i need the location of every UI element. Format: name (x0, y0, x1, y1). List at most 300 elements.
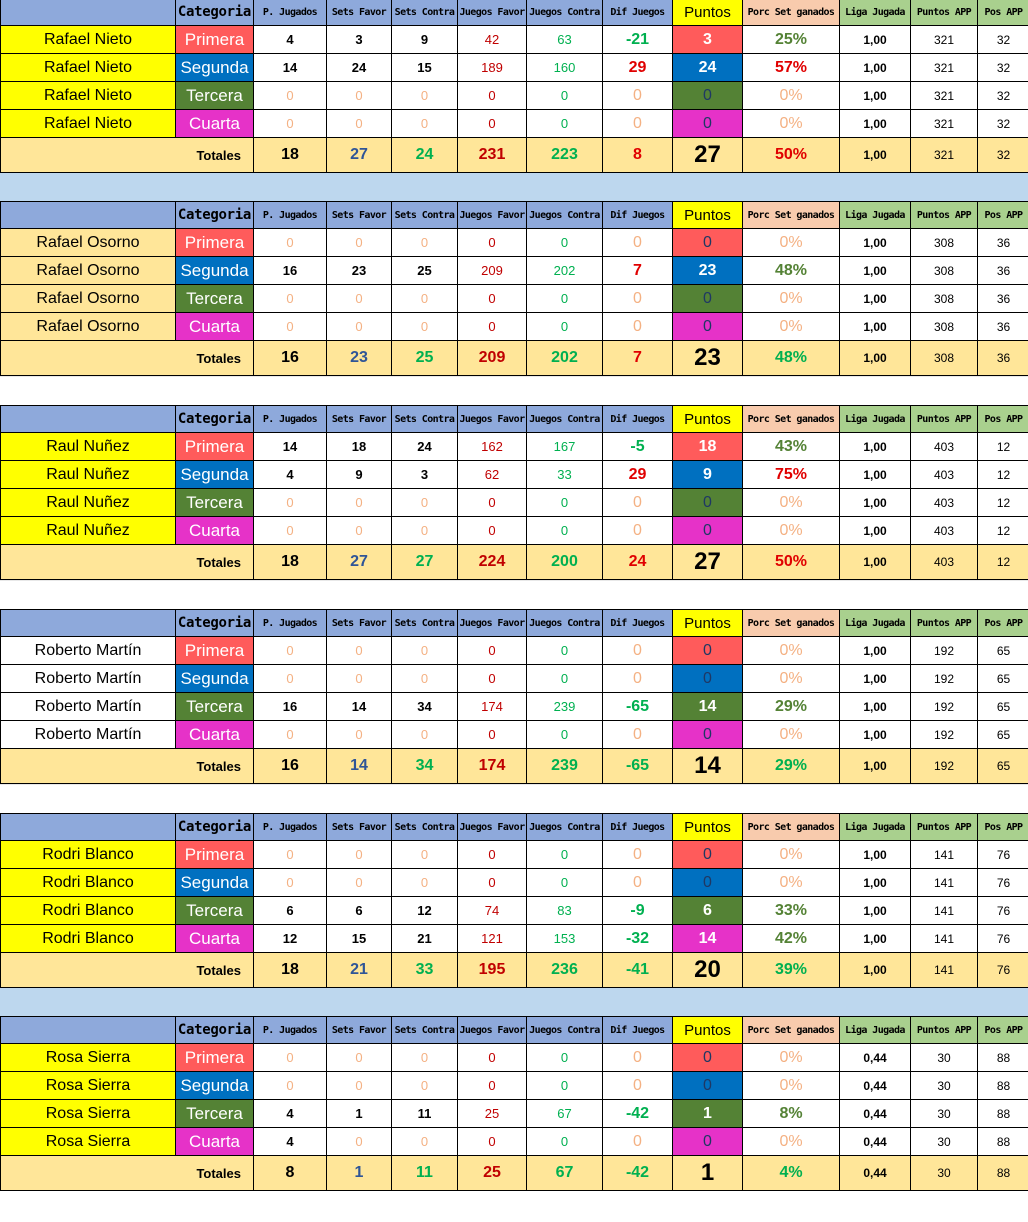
pos-app-cell[interactable]: 12 (978, 517, 1028, 545)
p-jugados-cell[interactable]: 16 (254, 693, 327, 721)
juegos-favor-cell[interactable]: 0 (458, 637, 527, 665)
dif-juegos-cell[interactable]: 0 (603, 637, 673, 665)
porc-set-cell[interactable]: 29% (743, 693, 840, 721)
dif-juegos-cell[interactable]: 0 (603, 869, 673, 897)
puntos-cell[interactable]: 0 (673, 1072, 743, 1100)
header-juegos-contra[interactable]: Juegos Contra (527, 406, 603, 433)
p-jugados-cell[interactable]: 4 (254, 26, 327, 54)
category-cell[interactable]: Segunda (176, 54, 254, 82)
p-jugados-cell[interactable]: 0 (254, 285, 327, 313)
pos-app-cell[interactable]: 76 (978, 897, 1028, 925)
sets-favor-cell[interactable]: 0 (327, 1072, 392, 1100)
total-liga-jugada[interactable]: 1,00 (840, 749, 911, 784)
juegos-favor-cell[interactable]: 0 (458, 229, 527, 257)
sets-favor-cell[interactable]: 24 (327, 54, 392, 82)
puntos-app-cell[interactable]: 308 (911, 313, 978, 341)
total-juegos-favor[interactable]: 209 (458, 341, 527, 376)
puntos-cell[interactable]: 0 (673, 637, 743, 665)
player-name-cell[interactable]: Raul Nuñez (1, 517, 176, 545)
total-puntos[interactable]: 27 (673, 138, 743, 173)
p-jugados-cell[interactable]: 6 (254, 897, 327, 925)
sets-contra-cell[interactable]: 0 (392, 313, 458, 341)
header-categoria[interactable]: Categoria (176, 406, 254, 433)
header-juegos-contra[interactable]: Juegos Contra (527, 0, 603, 26)
puntos-cell[interactable]: 0 (673, 1044, 743, 1072)
total-liga-jugada[interactable]: 0,44 (840, 1156, 911, 1191)
pos-app-cell[interactable]: 65 (978, 721, 1028, 749)
sets-favor-cell[interactable]: 0 (327, 110, 392, 138)
p-jugados-cell[interactable]: 0 (254, 82, 327, 110)
puntos-app-cell[interactable]: 403 (911, 433, 978, 461)
total-sets-contra[interactable]: 34 (392, 749, 458, 784)
header-p-jugados[interactable]: P. Jugados (254, 406, 327, 433)
player-name-cell[interactable]: Rodri Blanco (1, 925, 176, 953)
total-sets-contra[interactable]: 33 (392, 953, 458, 988)
total-p-jugados[interactable]: 18 (254, 138, 327, 173)
puntos-app-cell[interactable]: 141 (911, 869, 978, 897)
pos-app-cell[interactable]: 65 (978, 693, 1028, 721)
porc-set-cell[interactable]: 0% (743, 229, 840, 257)
p-jugados-cell[interactable]: 0 (254, 1044, 327, 1072)
puntos-app-cell[interactable]: 321 (911, 110, 978, 138)
total-p-jugados[interactable]: 16 (254, 749, 327, 784)
dif-juegos-cell[interactable]: 0 (603, 1128, 673, 1156)
juegos-favor-cell[interactable]: 0 (458, 313, 527, 341)
liga-jugada-cell[interactable]: 1,00 (840, 54, 911, 82)
pos-app-cell[interactable]: 36 (978, 229, 1028, 257)
juegos-favor-cell[interactable]: 25 (458, 1100, 527, 1128)
header-sets-contra[interactable]: Sets Contra (392, 610, 458, 637)
player-name-cell[interactable]: Rodri Blanco (1, 841, 176, 869)
header-porc-set-ganados[interactable]: Porc Set ganados (743, 0, 840, 26)
juegos-contra-cell[interactable]: 0 (527, 285, 603, 313)
p-jugados-cell[interactable]: 0 (254, 841, 327, 869)
header-sets-favor[interactable]: Sets Favor (327, 0, 392, 26)
category-cell[interactable]: Tercera (176, 285, 254, 313)
header-pos-app[interactable]: Pos APP (978, 202, 1028, 229)
liga-jugada-cell[interactable]: 1,00 (840, 433, 911, 461)
juegos-contra-cell[interactable]: 0 (527, 82, 603, 110)
totales-label[interactable]: Totales (1, 138, 254, 173)
header-categoria[interactable]: Categoria (176, 1017, 254, 1044)
pos-app-cell[interactable]: 65 (978, 637, 1028, 665)
header-categoria[interactable]: Categoria (176, 610, 254, 637)
juegos-favor-cell[interactable]: 189 (458, 54, 527, 82)
p-jugados-cell[interactable]: 0 (254, 517, 327, 545)
sets-favor-cell[interactable]: 6 (327, 897, 392, 925)
header-porc-set-ganados[interactable]: Porc Set ganados (743, 202, 840, 229)
juegos-contra-cell[interactable]: 0 (527, 313, 603, 341)
sets-favor-cell[interactable]: 0 (327, 285, 392, 313)
category-cell[interactable]: Primera (176, 229, 254, 257)
header-juegos-favor[interactable]: Juegos Favor (458, 610, 527, 637)
header-puntos-app[interactable]: Puntos APP (911, 406, 978, 433)
sets-contra-cell[interactable]: 0 (392, 517, 458, 545)
header-p-jugados[interactable]: P. Jugados (254, 0, 327, 26)
puntos-cell[interactable]: 14 (673, 693, 743, 721)
player-name-cell[interactable]: Rafael Nieto (1, 54, 176, 82)
player-name-cell[interactable]: Rosa Sierra (1, 1100, 176, 1128)
player-name-cell[interactable]: Raul Nuñez (1, 461, 176, 489)
juegos-favor-cell[interactable]: 0 (458, 869, 527, 897)
header-juegos-favor[interactable]: Juegos Favor (458, 406, 527, 433)
juegos-favor-cell[interactable]: 62 (458, 461, 527, 489)
category-cell[interactable]: Tercera (176, 489, 254, 517)
total-p-jugados[interactable]: 16 (254, 341, 327, 376)
player-name-cell[interactable]: Rodri Blanco (1, 897, 176, 925)
liga-jugada-cell[interactable]: 0,44 (840, 1128, 911, 1156)
liga-jugada-cell[interactable]: 0,44 (840, 1072, 911, 1100)
header-liga-jugada[interactable]: Liga Jugada (840, 1017, 911, 1044)
sets-contra-cell[interactable]: 0 (392, 489, 458, 517)
header-porc-set-ganados[interactable]: Porc Set ganados (743, 1017, 840, 1044)
juegos-favor-cell[interactable]: 0 (458, 1044, 527, 1072)
sets-contra-cell[interactable]: 0 (392, 1128, 458, 1156)
category-cell[interactable]: Tercera (176, 897, 254, 925)
player-name-cell[interactable]: Rafael Osorno (1, 313, 176, 341)
total-puntos-app[interactable]: 321 (911, 138, 978, 173)
porc-set-cell[interactable]: 0% (743, 489, 840, 517)
total-porc-set[interactable]: 50% (743, 545, 840, 580)
dif-juegos-cell[interactable]: 0 (603, 110, 673, 138)
header-sets-contra[interactable]: Sets Contra (392, 1017, 458, 1044)
puntos-app-cell[interactable]: 192 (911, 693, 978, 721)
total-sets-contra[interactable]: 11 (392, 1156, 458, 1191)
header-liga-jugada[interactable]: Liga Jugada (840, 406, 911, 433)
category-cell[interactable]: Primera (176, 433, 254, 461)
p-jugados-cell[interactable]: 0 (254, 721, 327, 749)
total-dif-juegos[interactable]: -42 (603, 1156, 673, 1191)
total-p-jugados[interactable]: 18 (254, 953, 327, 988)
sets-contra-cell[interactable]: 0 (392, 841, 458, 869)
juegos-contra-cell[interactable]: 67 (527, 1100, 603, 1128)
sets-contra-cell[interactable]: 21 (392, 925, 458, 953)
header-puntos[interactable]: Puntos (673, 202, 743, 229)
porc-set-cell[interactable]: 0% (743, 1072, 840, 1100)
juegos-favor-cell[interactable]: 0 (458, 721, 527, 749)
dif-juegos-cell[interactable]: 0 (603, 1044, 673, 1072)
sets-contra-cell[interactable]: 25 (392, 257, 458, 285)
header-puntos-app[interactable]: Puntos APP (911, 610, 978, 637)
liga-jugada-cell[interactable]: 1,00 (840, 489, 911, 517)
header-pos-app[interactable]: Pos APP (978, 814, 1028, 841)
total-porc-set[interactable]: 4% (743, 1156, 840, 1191)
juegos-contra-cell[interactable]: 0 (527, 110, 603, 138)
sets-favor-cell[interactable]: 15 (327, 925, 392, 953)
puntos-cell[interactable]: 18 (673, 433, 743, 461)
total-juegos-contra[interactable]: 223 (527, 138, 603, 173)
juegos-favor-cell[interactable]: 121 (458, 925, 527, 953)
pos-app-cell[interactable]: 76 (978, 841, 1028, 869)
sets-contra-cell[interactable]: 0 (392, 1072, 458, 1100)
total-puntos[interactable]: 23 (673, 341, 743, 376)
sets-contra-cell[interactable]: 0 (392, 285, 458, 313)
dif-juegos-cell[interactable]: 0 (603, 1072, 673, 1100)
sets-favor-cell[interactable]: 0 (327, 721, 392, 749)
category-cell[interactable]: Primera (176, 26, 254, 54)
header-blank-cell[interactable] (1, 1017, 176, 1044)
juegos-contra-cell[interactable]: 33 (527, 461, 603, 489)
sets-contra-cell[interactable]: 12 (392, 897, 458, 925)
total-porc-set[interactable]: 29% (743, 749, 840, 784)
liga-jugada-cell[interactable]: 1,00 (840, 82, 911, 110)
header-juegos-contra[interactable]: Juegos Contra (527, 202, 603, 229)
sets-favor-cell[interactable]: 0 (327, 82, 392, 110)
sets-contra-cell[interactable]: 15 (392, 54, 458, 82)
header-puntos[interactable]: Puntos (673, 610, 743, 637)
porc-set-cell[interactable]: 8% (743, 1100, 840, 1128)
total-pos-app[interactable]: 32 (978, 138, 1028, 173)
total-juegos-favor[interactable]: 174 (458, 749, 527, 784)
total-puntos[interactable]: 27 (673, 545, 743, 580)
liga-jugada-cell[interactable]: 1,00 (840, 925, 911, 953)
porc-set-cell[interactable]: 0% (743, 1128, 840, 1156)
player-name-cell[interactable]: Rosa Sierra (1, 1128, 176, 1156)
header-liga-jugada[interactable]: Liga Jugada (840, 0, 911, 26)
porc-set-cell[interactable]: 0% (743, 110, 840, 138)
header-sets-contra[interactable]: Sets Contra (392, 202, 458, 229)
header-liga-jugada[interactable]: Liga Jugada (840, 202, 911, 229)
porc-set-cell[interactable]: 0% (743, 82, 840, 110)
player-name-cell[interactable]: Rafael Nieto (1, 82, 176, 110)
porc-set-cell[interactable]: 0% (743, 285, 840, 313)
porc-set-cell[interactable]: 42% (743, 925, 840, 953)
puntos-app-cell[interactable]: 321 (911, 54, 978, 82)
puntos-app-cell[interactable]: 308 (911, 285, 978, 313)
porc-set-cell[interactable]: 0% (743, 721, 840, 749)
p-jugados-cell[interactable]: 4 (254, 1128, 327, 1156)
total-sets-contra[interactable]: 24 (392, 138, 458, 173)
category-cell[interactable]: Cuarta (176, 925, 254, 953)
header-blank-cell[interactable] (1, 202, 176, 229)
pos-app-cell[interactable]: 76 (978, 925, 1028, 953)
puntos-cell[interactable]: 6 (673, 897, 743, 925)
category-cell[interactable]: Cuarta (176, 1128, 254, 1156)
porc-set-cell[interactable]: 0% (743, 637, 840, 665)
category-cell[interactable]: Segunda (176, 869, 254, 897)
dif-juegos-cell[interactable]: -65 (603, 693, 673, 721)
category-cell[interactable]: Tercera (176, 1100, 254, 1128)
total-juegos-favor[interactable]: 231 (458, 138, 527, 173)
total-sets-contra[interactable]: 27 (392, 545, 458, 580)
pos-app-cell[interactable]: 88 (978, 1100, 1028, 1128)
sets-favor-cell[interactable]: 0 (327, 489, 392, 517)
sets-favor-cell[interactable]: 14 (327, 693, 392, 721)
header-porc-set-ganados[interactable]: Porc Set ganados (743, 406, 840, 433)
header-pos-app[interactable]: Pos APP (978, 406, 1028, 433)
puntos-cell[interactable]: 0 (673, 517, 743, 545)
juegos-contra-cell[interactable]: 83 (527, 897, 603, 925)
liga-jugada-cell[interactable]: 1,00 (840, 637, 911, 665)
juegos-contra-cell[interactable]: 0 (527, 869, 603, 897)
header-blank-cell[interactable] (1, 0, 176, 26)
header-blank-cell[interactable] (1, 406, 176, 433)
player-name-cell[interactable]: Roberto Martín (1, 693, 176, 721)
player-name-cell[interactable]: Rafael Osorno (1, 257, 176, 285)
header-p-jugados[interactable]: P. Jugados (254, 610, 327, 637)
puntos-app-cell[interactable]: 192 (911, 721, 978, 749)
puntos-cell[interactable]: 0 (673, 721, 743, 749)
pos-app-cell[interactable]: 76 (978, 869, 1028, 897)
liga-jugada-cell[interactable]: 1,00 (840, 665, 911, 693)
pos-app-cell[interactable]: 12 (978, 461, 1028, 489)
p-jugados-cell[interactable]: 0 (254, 637, 327, 665)
puntos-app-cell[interactable]: 141 (911, 925, 978, 953)
pos-app-cell[interactable]: 36 (978, 257, 1028, 285)
sets-contra-cell[interactable]: 9 (392, 26, 458, 54)
total-sets-favor[interactable]: 23 (327, 341, 392, 376)
porc-set-cell[interactable]: 0% (743, 1044, 840, 1072)
sets-contra-cell[interactable]: 0 (392, 1044, 458, 1072)
puntos-cell[interactable]: 0 (673, 313, 743, 341)
liga-jugada-cell[interactable]: 1,00 (840, 229, 911, 257)
player-name-cell[interactable]: Rosa Sierra (1, 1044, 176, 1072)
liga-jugada-cell[interactable]: 1,00 (840, 285, 911, 313)
dif-juegos-cell[interactable]: 0 (603, 82, 673, 110)
dif-juegos-cell[interactable]: -5 (603, 433, 673, 461)
liga-jugada-cell[interactable]: 1,00 (840, 461, 911, 489)
p-jugados-cell[interactable]: 0 (254, 1072, 327, 1100)
header-dif-juegos[interactable]: Dif Juegos (603, 1017, 673, 1044)
juegos-contra-cell[interactable]: 239 (527, 693, 603, 721)
header-p-jugados[interactable]: P. Jugados (254, 1017, 327, 1044)
dif-juegos-cell[interactable]: 0 (603, 229, 673, 257)
sets-favor-cell[interactable]: 0 (327, 229, 392, 257)
puntos-app-cell[interactable]: 308 (911, 229, 978, 257)
juegos-favor-cell[interactable]: 0 (458, 489, 527, 517)
player-name-cell[interactable]: Rafael Osorno (1, 229, 176, 257)
header-sets-contra[interactable]: Sets Contra (392, 0, 458, 26)
sets-contra-cell[interactable]: 24 (392, 433, 458, 461)
header-puntos-app[interactable]: Puntos APP (911, 0, 978, 26)
dif-juegos-cell[interactable]: 0 (603, 517, 673, 545)
total-puntos[interactable]: 14 (673, 749, 743, 784)
player-name-cell[interactable]: Rafael Osorno (1, 285, 176, 313)
total-pos-app[interactable]: 12 (978, 545, 1028, 580)
header-sets-favor[interactable]: Sets Favor (327, 1017, 392, 1044)
sets-contra-cell[interactable]: 11 (392, 1100, 458, 1128)
puntos-app-cell[interactable]: 30 (911, 1072, 978, 1100)
juegos-favor-cell[interactable]: 0 (458, 285, 527, 313)
sets-favor-cell[interactable]: 0 (327, 1044, 392, 1072)
p-jugados-cell[interactable]: 12 (254, 925, 327, 953)
puntos-app-cell[interactable]: 30 (911, 1100, 978, 1128)
total-pos-app[interactable]: 76 (978, 953, 1028, 988)
liga-jugada-cell[interactable]: 1,00 (840, 313, 911, 341)
liga-jugada-cell[interactable]: 1,00 (840, 897, 911, 925)
pos-app-cell[interactable]: 36 (978, 285, 1028, 313)
dif-juegos-cell[interactable]: 29 (603, 461, 673, 489)
pos-app-cell[interactable]: 32 (978, 54, 1028, 82)
category-cell[interactable]: Cuarta (176, 313, 254, 341)
header-porc-set-ganados[interactable]: Porc Set ganados (743, 610, 840, 637)
dif-juegos-cell[interactable]: 0 (603, 841, 673, 869)
header-juegos-favor[interactable]: Juegos Favor (458, 202, 527, 229)
liga-jugada-cell[interactable]: 1,00 (840, 26, 911, 54)
juegos-contra-cell[interactable]: 0 (527, 229, 603, 257)
dif-juegos-cell[interactable]: 29 (603, 54, 673, 82)
total-juegos-contra[interactable]: 239 (527, 749, 603, 784)
total-sets-contra[interactable]: 25 (392, 341, 458, 376)
total-puntos[interactable]: 20 (673, 953, 743, 988)
porc-set-cell[interactable]: 48% (743, 257, 840, 285)
total-puntos-app[interactable]: 141 (911, 953, 978, 988)
puntos-cell[interactable]: 23 (673, 257, 743, 285)
juegos-favor-cell[interactable]: 0 (458, 82, 527, 110)
category-cell[interactable]: Primera (176, 1044, 254, 1072)
category-cell[interactable]: Segunda (176, 257, 254, 285)
category-cell[interactable]: Segunda (176, 1072, 254, 1100)
total-liga-jugada[interactable]: 1,00 (840, 341, 911, 376)
header-puntos[interactable]: Puntos (673, 0, 743, 26)
liga-jugada-cell[interactable]: 1,00 (840, 257, 911, 285)
puntos-app-cell[interactable]: 192 (911, 637, 978, 665)
header-pos-app[interactable]: Pos APP (978, 0, 1028, 26)
p-jugados-cell[interactable]: 0 (254, 229, 327, 257)
header-puntos-app[interactable]: Puntos APP (911, 1017, 978, 1044)
header-sets-contra[interactable]: Sets Contra (392, 406, 458, 433)
totales-label[interactable]: Totales (1, 545, 254, 580)
sets-favor-cell[interactable]: 0 (327, 869, 392, 897)
liga-jugada-cell[interactable]: 1,00 (840, 721, 911, 749)
puntos-cell[interactable]: 9 (673, 461, 743, 489)
liga-jugada-cell[interactable]: 1,00 (840, 693, 911, 721)
porc-set-cell[interactable]: 33% (743, 897, 840, 925)
juegos-contra-cell[interactable]: 202 (527, 257, 603, 285)
pos-app-cell[interactable]: 36 (978, 313, 1028, 341)
porc-set-cell[interactable]: 0% (743, 313, 840, 341)
sets-contra-cell[interactable]: 0 (392, 110, 458, 138)
total-liga-jugada[interactable]: 1,00 (840, 138, 911, 173)
total-porc-set[interactable]: 39% (743, 953, 840, 988)
puntos-cell[interactable]: 0 (673, 82, 743, 110)
totales-label[interactable]: Totales (1, 953, 254, 988)
header-dif-juegos[interactable]: Dif Juegos (603, 814, 673, 841)
p-jugados-cell[interactable]: 0 (254, 110, 327, 138)
juegos-favor-cell[interactable]: 174 (458, 693, 527, 721)
total-liga-jugada[interactable]: 1,00 (840, 953, 911, 988)
header-sets-favor[interactable]: Sets Favor (327, 814, 392, 841)
sets-favor-cell[interactable]: 0 (327, 313, 392, 341)
juegos-contra-cell[interactable]: 160 (527, 54, 603, 82)
dif-juegos-cell[interactable]: 7 (603, 257, 673, 285)
header-juegos-favor[interactable]: Juegos Favor (458, 0, 527, 26)
porc-set-cell[interactable]: 0% (743, 869, 840, 897)
sets-contra-cell[interactable]: 0 (392, 721, 458, 749)
pos-app-cell[interactable]: 65 (978, 665, 1028, 693)
pos-app-cell[interactable]: 32 (978, 110, 1028, 138)
total-juegos-contra[interactable]: 236 (527, 953, 603, 988)
sets-contra-cell[interactable]: 0 (392, 82, 458, 110)
puntos-cell[interactable]: 0 (673, 1128, 743, 1156)
puntos-app-cell[interactable]: 321 (911, 26, 978, 54)
totales-label[interactable]: Totales (1, 1156, 254, 1191)
pos-app-cell[interactable]: 88 (978, 1128, 1028, 1156)
juegos-contra-cell[interactable]: 0 (527, 1072, 603, 1100)
total-sets-favor[interactable]: 14 (327, 749, 392, 784)
total-sets-favor[interactable]: 21 (327, 953, 392, 988)
sets-favor-cell[interactable]: 3 (327, 26, 392, 54)
dif-juegos-cell[interactable]: -9 (603, 897, 673, 925)
total-juegos-favor[interactable]: 195 (458, 953, 527, 988)
total-sets-favor[interactable]: 1 (327, 1156, 392, 1191)
sets-favor-cell[interactable]: 1 (327, 1100, 392, 1128)
header-juegos-favor[interactable]: Juegos Favor (458, 1017, 527, 1044)
header-liga-jugada[interactable]: Liga Jugada (840, 610, 911, 637)
liga-jugada-cell[interactable]: 0,44 (840, 1044, 911, 1072)
category-cell[interactable]: Tercera (176, 693, 254, 721)
puntos-app-cell[interactable]: 403 (911, 489, 978, 517)
